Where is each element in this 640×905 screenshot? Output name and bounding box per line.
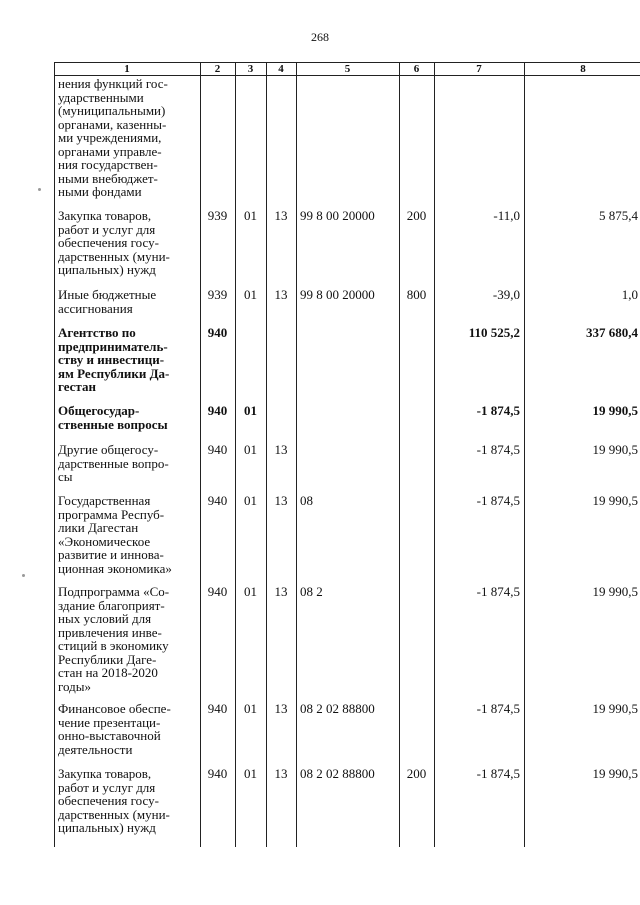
row-name: нения функций гос- ударственными (муниципальными) органами, казенны- ми учреждениями, органами управле- ния государствен- ными внебюджет- ными фондами: [58, 76, 168, 199]
row-c4: 13: [274, 493, 288, 508]
row-c5: 99 8 00 20000: [300, 287, 375, 302]
row-c8: 19 990,5: [592, 442, 638, 457]
row-c7: -39,0: [492, 287, 520, 302]
row-c7: -11,0: [493, 208, 520, 223]
page-number: 268: [311, 30, 329, 44]
row-c4: 13: [274, 208, 288, 223]
col-border: [399, 62, 400, 847]
row-c6: 200: [406, 208, 427, 223]
budget-table: [54, 62, 640, 847]
row-c5: 08 2: [300, 584, 323, 599]
row-c8: 19 990,5: [592, 766, 638, 781]
col-header: 7: [476, 63, 482, 75]
col-header: 6: [413, 63, 420, 75]
row-c8: 19 990,5: [592, 584, 638, 599]
row-c2: 940: [207, 325, 228, 340]
row-c7: -1 874,5: [476, 766, 520, 781]
row-c8: 1,0: [621, 287, 638, 302]
row-name: Подпрограмма «Со- здание благоприят- ных условий для привлечения инве- стиций в экономику Республики Даге- стан на 2018-2020 годы»: [58, 584, 170, 694]
row-c8: 19 990,5: [592, 403, 638, 418]
row-c5: 08 2 02 88800: [300, 766, 375, 781]
scan-speck: [22, 574, 25, 577]
row-c5: 08: [300, 493, 313, 508]
row-c7: -1 874,5: [476, 442, 520, 457]
row-c3: 01: [244, 493, 257, 508]
row-c2: 940: [207, 493, 228, 508]
row-c4: 13: [274, 701, 288, 716]
col-header: 2: [214, 63, 221, 75]
row-c2: 939: [207, 287, 228, 302]
row-c2: 940: [207, 442, 228, 457]
row-name: Агентство по предприниматель- ству и инвестици- ям Республики Да- гестан: [58, 325, 170, 394]
row-c3: 01: [244, 701, 257, 716]
row-c2: 939: [207, 208, 228, 223]
row-c3: 01: [244, 403, 257, 418]
row-c7: -1 874,5: [476, 493, 520, 508]
row-c4: 13: [274, 584, 288, 599]
row-name: Иные бюджетные ассигнования: [58, 287, 157, 316]
col-border: [54, 62, 55, 847]
row-c3: 01: [244, 766, 257, 781]
row-c3: 01: [244, 287, 257, 302]
row-name: Другие общегосу- дарственные вопро- сы: [58, 442, 169, 484]
row-c4: 13: [274, 442, 288, 457]
col-header: 4: [278, 63, 284, 75]
row-c5: 08 2 02 88800: [300, 701, 375, 716]
col-header: 8: [580, 63, 586, 75]
row-c7: 110 525,2: [468, 325, 520, 340]
col-border: [296, 62, 297, 847]
row-c3: 01: [244, 208, 257, 223]
row-c6: 200: [406, 766, 427, 781]
row-c7: -1 874,5: [476, 403, 520, 418]
row-c6: 800: [406, 287, 427, 302]
row-name: Государственная программа Респуб- лики Дагестан «Экономическое развитие и иннова- ционная экономика»: [58, 493, 172, 576]
row-c2: 940: [207, 584, 228, 599]
row-c3: 01: [244, 442, 257, 457]
col-header: 5: [344, 63, 351, 75]
row-c4: 13: [274, 287, 288, 302]
row-c7: -1 874,5: [476, 701, 520, 716]
row-c8: 19 990,5: [592, 493, 638, 508]
row-name: Финансовое обеспе- чение презентаци- онно-выставочной деятельности: [58, 701, 171, 757]
row-c8: 337 680,4: [586, 325, 638, 340]
col-header: 1: [124, 63, 130, 75]
row-name: Закупка товаров, работ и услуг для обеспечения госу- дарственных (муни- ципальных) нужд: [58, 766, 170, 835]
row-name: Закупка товаров, работ и услуг для обеспечения госу- дарственных (муни- ципальных) нужд: [58, 208, 170, 277]
row-c2: 940: [207, 403, 228, 418]
row-c2: 940: [207, 766, 228, 781]
col-header: 3: [247, 63, 254, 75]
row-c5: 99 8 00 20000: [300, 208, 375, 223]
row-c2: 940: [207, 701, 228, 716]
row-name: Общегосудар- ственные вопросы: [58, 403, 168, 432]
row-c3: 01: [244, 584, 257, 599]
scan-speck: [38, 188, 41, 191]
row-c4: 13: [274, 766, 288, 781]
row-c8: 5 875,4: [599, 208, 638, 223]
row-c8: 19 990,5: [592, 701, 638, 716]
row-c7: -1 874,5: [476, 584, 520, 599]
